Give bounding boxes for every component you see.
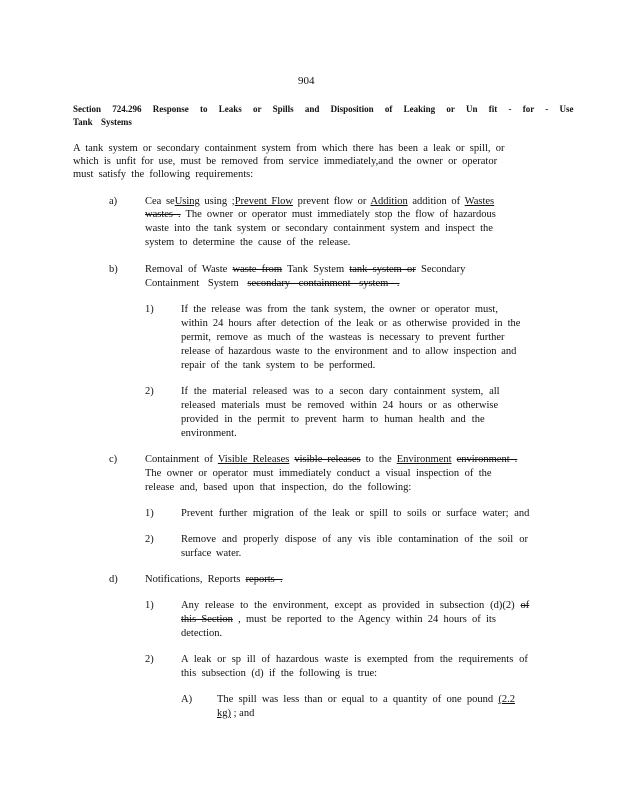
item-d1-line: this Section , must be reported to the Agency within 24 hours of its bbox=[181, 614, 496, 625]
intro-line: which is unfit for use, must be removed from service immediately,and the owner or operator bbox=[73, 156, 498, 167]
item-b2-marker: 2) bbox=[145, 386, 154, 397]
item-b1-line: within 24 hours after detection of the leak or as otherwise provided in the bbox=[181, 318, 521, 329]
item-c2-line: Remove and properly dispose of any vis ible contamination of the soil or bbox=[181, 534, 528, 545]
item-b2-line: released materials must be removed within 24 hours or as otherwise bbox=[181, 400, 499, 411]
item-d-marker: d) bbox=[109, 574, 118, 585]
item-d1-line: detection. bbox=[181, 628, 223, 639]
item-b1-line: release of hazardous waste to the environment and to allow inspection and bbox=[181, 346, 517, 357]
item-b-marker: b) bbox=[109, 264, 118, 275]
item-c2-line: surface water. bbox=[181, 548, 242, 559]
item-c2-marker: 2) bbox=[145, 534, 154, 545]
item-b1-line: permit, remove as much of the wasteas is necessary to prevent further bbox=[181, 332, 505, 343]
item-d-line: Notifications, Reports reports . bbox=[145, 574, 283, 585]
item-b2-line: environment. bbox=[181, 428, 237, 439]
item-c-line: Containment of Visible Releases visible releases to the Environment environment . bbox=[145, 454, 518, 465]
item-d2-marker: 2) bbox=[145, 654, 154, 665]
item-d1-line: Any release to the environment, except as provided in subsection (d)(2) of bbox=[181, 600, 530, 611]
item-d2-line: A leak or sp ill of hazardous waste is exempted from the requirements of bbox=[181, 654, 528, 665]
item-b2-line: provided in the permit to prevent harm to human health and the bbox=[181, 414, 485, 425]
item-b-line: Containment System secondary containment system . bbox=[145, 278, 400, 289]
item-c-line: The owner or operator must immediately conduct a visual inspection of the bbox=[145, 468, 492, 479]
item-a-line: Cea seUsing using ;Prevent Flow prevent flow or Addition addition of Wastes bbox=[145, 196, 495, 207]
item-d1-marker: 1) bbox=[145, 600, 154, 611]
section-heading: Section 724.296 Response to Leaks or Spills and Disposition of Leaking or Un fit - for - Use bbox=[73, 104, 574, 114]
item-a-line: system to determine the cause of the release. bbox=[145, 237, 351, 248]
item-b1-marker: 1) bbox=[145, 304, 154, 315]
item-d2a-marker: A) bbox=[181, 694, 193, 705]
item-a-line: wastes . The owner or operator must immediately stop the flow of hazardous bbox=[145, 209, 496, 220]
item-a-line: waste into the tank system or secondary containment system and inspect the bbox=[145, 223, 493, 234]
intro-line: A tank system or secondary containment system from which there has been a leak or spill, or bbox=[73, 143, 505, 154]
item-c-line: release and, based upon that inspection, do the following: bbox=[145, 482, 412, 493]
intro-line: must satisfy the following requirements: bbox=[73, 169, 254, 180]
item-a-marker: a) bbox=[109, 196, 118, 207]
item-b1-line: If the release was from the tank system, the owner or operator must, bbox=[181, 304, 498, 315]
item-d2a-line: The spill was less than or equal to a quantity of one pound (2.2 bbox=[217, 694, 516, 705]
item-c1-marker: 1) bbox=[145, 508, 154, 519]
item-c1-line: Prevent further migration of the leak or spill to soils or surface water; and bbox=[181, 508, 530, 519]
page-number: 904 bbox=[298, 75, 315, 87]
item-b1-line: repair of the tank system to be performed. bbox=[181, 360, 376, 371]
item-b2-line: If the material released was to a secon dary containment system, all bbox=[181, 386, 500, 397]
item-d2-line: this subsection (d) if the following is true: bbox=[181, 668, 378, 679]
section-heading-cont: Tank Systems bbox=[73, 117, 132, 127]
item-c-marker: c) bbox=[109, 454, 118, 465]
item-d2a-line: kg) ; and bbox=[217, 708, 255, 719]
item-b-line: Removal of Waste waste from Tank System tank system or Secondary bbox=[145, 264, 466, 275]
